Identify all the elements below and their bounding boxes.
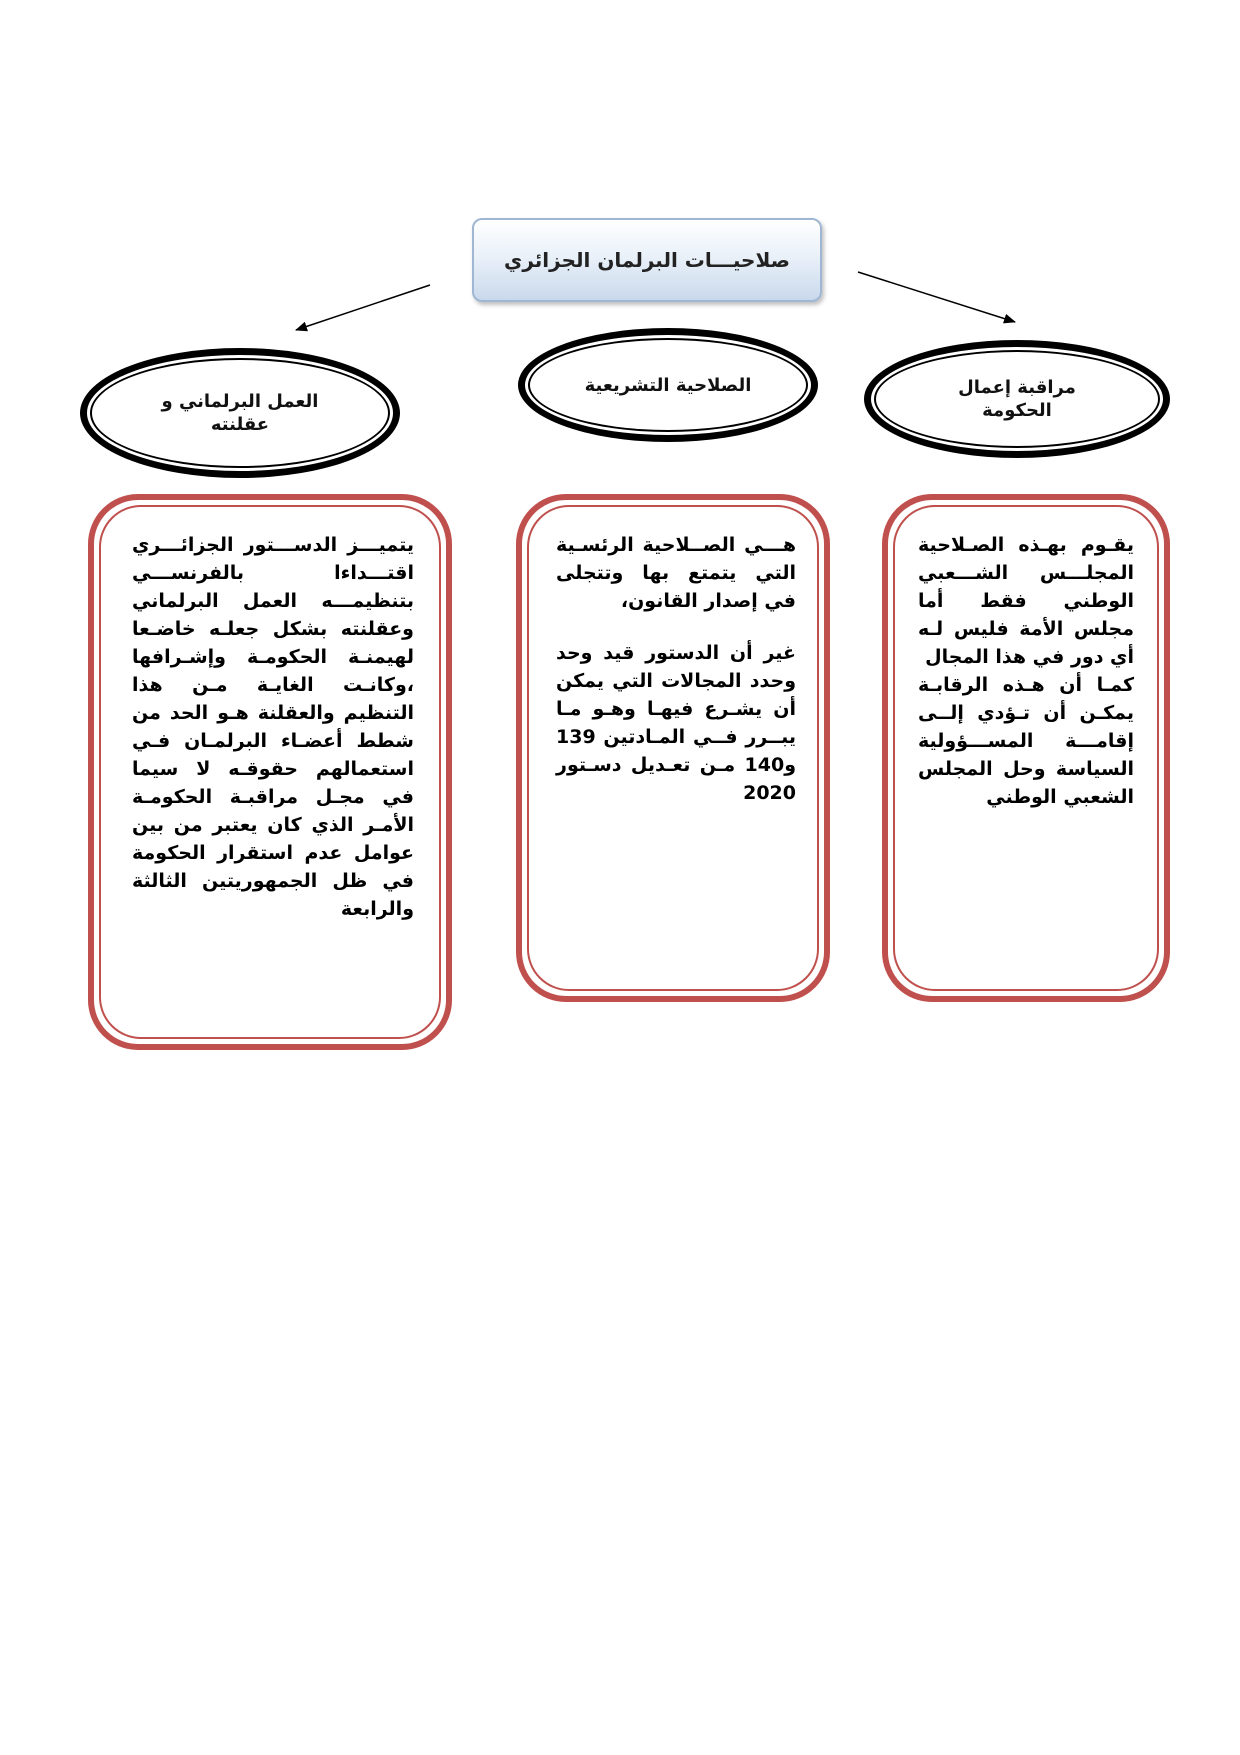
diagram-title [472, 218, 822, 302]
branch-oval-legislative-power [518, 328, 818, 442]
branch-text-legislative-power [556, 531, 796, 807]
arrow-to-right-branch [858, 272, 1015, 322]
branch-heading-government-oversight: مراقبة إعمال الحكومة [958, 377, 1076, 421]
branch-text-government-oversight [918, 531, 1134, 811]
paragraph: يقـوم بهـذه الصـلاحية المجلـــس الشـــعبي الوطني فقط أما مجلس الأمة فليس لـه أي دور في هذا المجال [918, 534, 1134, 668]
branch-heading-legislative-power: الصلاحية التشريعية [584, 374, 752, 396]
paragraph: يتميـــز الدســـتور الجزائـــري اقتـــداءا بالفرنســـي بتنظيمـــه العمل البرلماني وعقلنته بشكل جعلـه خاضـعا لهيمنـة الحكومـة وإشـرافها ،وكانـت الغايـة مـن هذا التنظيم والعقلنة هـو الحد من شطط أعضـاء البرلمـان فـي استعمالهم حقوقـه لا سيما في مجـل مراقبـة الحكومـة الأمـر الذي كان يعتبر من بين عوامل عدم استقرار الحكومة في ظل الجمهوريتين الثالثة والرابعة [132, 534, 414, 920]
branch-oval-government-oversight [864, 340, 1170, 458]
branch-oval-parliamentary-work [80, 348, 400, 478]
diagram-title-text: صلاحيـــات البرلمان الجزائري [504, 248, 790, 272]
paragraph: كمـا أن هـذه الرقابـة يمكـن أن تـؤدي إلــى إقامـــة المســـؤولية السياسة وحل المجلس الشعبي الوطني [918, 674, 1134, 808]
branch-heading-parliamentary-work: العمل البرلماني و عقلنته [161, 391, 319, 435]
paragraph: هـــي الصــلاحية الرئسـية التي يتمتع بها وتتجلى في إصدار القانون، [556, 534, 796, 612]
arrow-to-left-branch [296, 285, 430, 330]
branch-text-parliamentary-work [132, 531, 414, 923]
paragraph: غير أن الدستور قيد وحد وحدد المجالات التي يمكن أن يشـرع فيهـا وهـو مـا يبــرر فــي المـادتين 139 و140 مـن تعـديل دسـتور 2020 [556, 642, 796, 804]
